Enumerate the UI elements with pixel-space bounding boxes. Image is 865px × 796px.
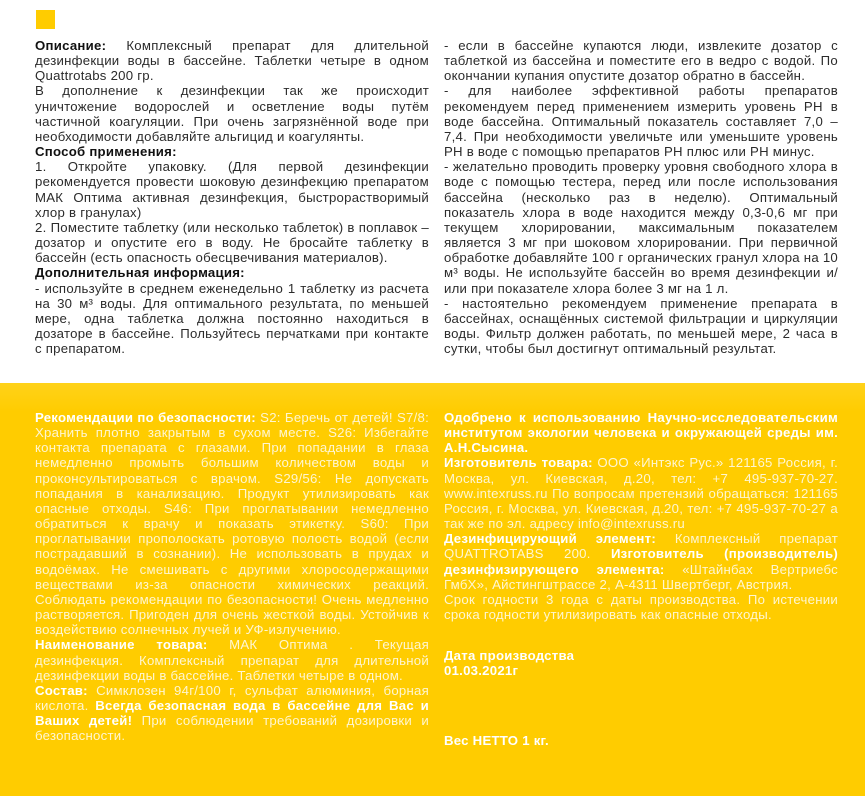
product-name-paragraph: [35, 637, 429, 682]
approved-paragraph: Одобрено к использованию Научно-исследовательским институтом экологии человека и окружающей среды им. А.Н.Сысина.: [444, 410, 838, 456]
composition-tail: При соблюдении требований дозировки и безопасности.: [35, 713, 429, 744]
usage-right-column: [444, 38, 838, 383]
info-left-column: [35, 410, 429, 796]
info-right-column: [444, 410, 838, 796]
production-date-label: Дата производства: [444, 648, 575, 664]
net-weight-text: Вес НЕТТО 1 кг.: [444, 732, 549, 748]
composition-label: Состав:: [35, 682, 88, 698]
disinfectant-paragraph: [444, 531, 838, 592]
extra-info-heading: Дополнительная информация:: [35, 265, 245, 281]
composition-text: Симклозен 94г/100 г, сульфат алюминия, борная кислота.: [35, 682, 429, 713]
production-date-value: 01.03.2021г: [444, 663, 519, 679]
info-section: [0, 383, 865, 796]
usage-step-2: 2. Поместите таблетку (или несколько таблеток) в поплавок – дозатор и опустите его в воду. Не бросайте таблетку в бассейн (есть опасность обесцвечивания материалов).: [35, 219, 429, 266]
usage-section: [0, 0, 865, 383]
safety-paragraph: [35, 410, 429, 637]
shelf-life-text: Срок годности 3 года с даты производства. По истечении срока годности утилизировать как опасные отходы.: [444, 591, 838, 623]
composition-paragraph: [35, 683, 429, 744]
element-maker-text: «Штайнбах Вертриебс ГмбХ», Айстингштрассе 2, А-4311 Швертберг, Австрия.: [444, 561, 838, 592]
composition-slogan: Всегда безопасная вода в бассейне для Вас и Ваших детей!: [35, 697, 430, 729]
extra-info-text: - используйте в среднем еженедельно 1 таблетку из расчета на 30 м³ воды. Для оптимального результата, по меньшей мере, одна таблетка должна постоянно находиться в дозаторе в бассейне. Пользуйтесь перчатками при контакте с препаратом.: [35, 280, 429, 357]
tip-chlorine-level: - желательно проводить проверку уровня свободного хлора в воде с помощью тестера, перед или после использования бассейна (несколько раз в неделю). Оптимальный показатель хлора в воде находится между 0,3-0,6 мг при текущем хлорировании, максимальным показателем является 3 мг при шоковом хлорировании. При первичной обработке добавляйте 100 г органических гранул хлора на 10 м³ воды. Не используйте бассейн во время дезинфекции и/или при показателе хлора более 3 мг на 1 л.: [444, 159, 838, 296]
usage-left-column: [35, 38, 429, 383]
description-text: Комплексный препарат для длительной дезинфекции воды в бассейне. Таблетки четыре в одном Quattrotabs 200 гр.: [35, 38, 429, 84]
yellow-corner-square: [36, 10, 55, 29]
product-name-label: Наименование товара:: [35, 637, 208, 653]
element-maker-label: Изготовитель (производитель) дезинфизирующего элемента:: [444, 546, 838, 577]
safety-text: S2: Беречь от детей! S7/8: Хранить плотно закрытым в сухом месте. S26: Избегайте контакта препарата с глазами. При попадании в глаза немедленно промыть большим количеством воды и проконсультироваться с врачом. S29/56: Не допускать попадания в канализацию. Продукт утилизировать как опасные отходы. S46: При проглатывании немедленно обратиться к врачу и показать этикетку. S60: При проглатывании прополоскать ротовую полость водой (если пострадавший в сознании). Не использовать в прудах и водоёмах. Не смешивать с другими хлоросодержащими веществами из-за опасности химических реакций. Соблюдать рекомендации по безопасности! Очень медленно растворяется. Пригоден для очень жесткой воды. Устойчив к воздействию солнечных лучей и УФ-излучению.: [35, 410, 429, 638]
tip-people-swimming: - если в бассейне купаются люди, извлеките дозатор с таблеткой из бассейна и поместите его в ведро с водой. По окончании купания опустите дозатор обратно в бассейн.: [444, 38, 838, 84]
description-label: Описание:: [35, 38, 107, 53]
manufacturer-paragraph: [444, 455, 838, 531]
disinfectant-label: Дезинфицирующий элемент:: [444, 531, 656, 547]
usage-step-1: 1. Откройте упаковку. (Для первой дезинфекции рекомендуется провести шоковую дезинфекцию препаратом МАК Оптима активная дезинфекция, быстрорастворимый хлор в гранулах): [35, 159, 429, 220]
manufacturer-label: Изготовитель товара:: [444, 455, 593, 471]
manufacturer-text: ООО «Интэкс Рус.» 121165 Россия, г. Москва, ул. Киевская, д.20, тел: +7 495-937-70-27. www.intexruss.ru По вопросам претензий обращаться: 121165 Россия, г. Москва, ул. Киевская, д.20, тел: +7 495-937-70-27 а так же по эл. адресу info@intexruss.ru: [444, 455, 838, 532]
product-name-text: МАК Оптима . Текущая дезинфекция. Комплексный препарат для длительной дезинфекции воды в бассейне. Таблетки четыре в одном.: [35, 637, 429, 683]
description-more: В дополнение к дезинфекции так же происходит уничтожение водорослей и осветление воды путём частичной коагуляции. При очень загрязнённой воде при необходимости добавляйте альгицид и коагулянты.: [35, 83, 429, 144]
usage-heading: Способ применения:: [35, 144, 177, 160]
description-paragraph: [35, 38, 429, 83]
disinfectant-text: Комплексный препарат QUATTROTABS 200.: [444, 531, 838, 562]
tip-filtration: - настоятельно рекомендуем применение препарата в бассейнах, оснащённых системой фильтрации и циркуляции воды. Фильтр должен работать, по меньшей мере, 2 часа в сутки, чтобы был достигнут оптимальный результат.: [444, 295, 838, 357]
safety-label: Рекомендации по безопасности:: [35, 410, 256, 425]
tip-ph-level: - для наиболее эффективной работы препаратов рекомендуем перед применением измерить уровень PH в воде бассейна. Оптимальный показатель составляет 7,0 – 7,4. При необходимости увеличьте или уменьшите уровень PH в воде с помощью препаратов PH плюс или PH минус.: [444, 83, 838, 160]
